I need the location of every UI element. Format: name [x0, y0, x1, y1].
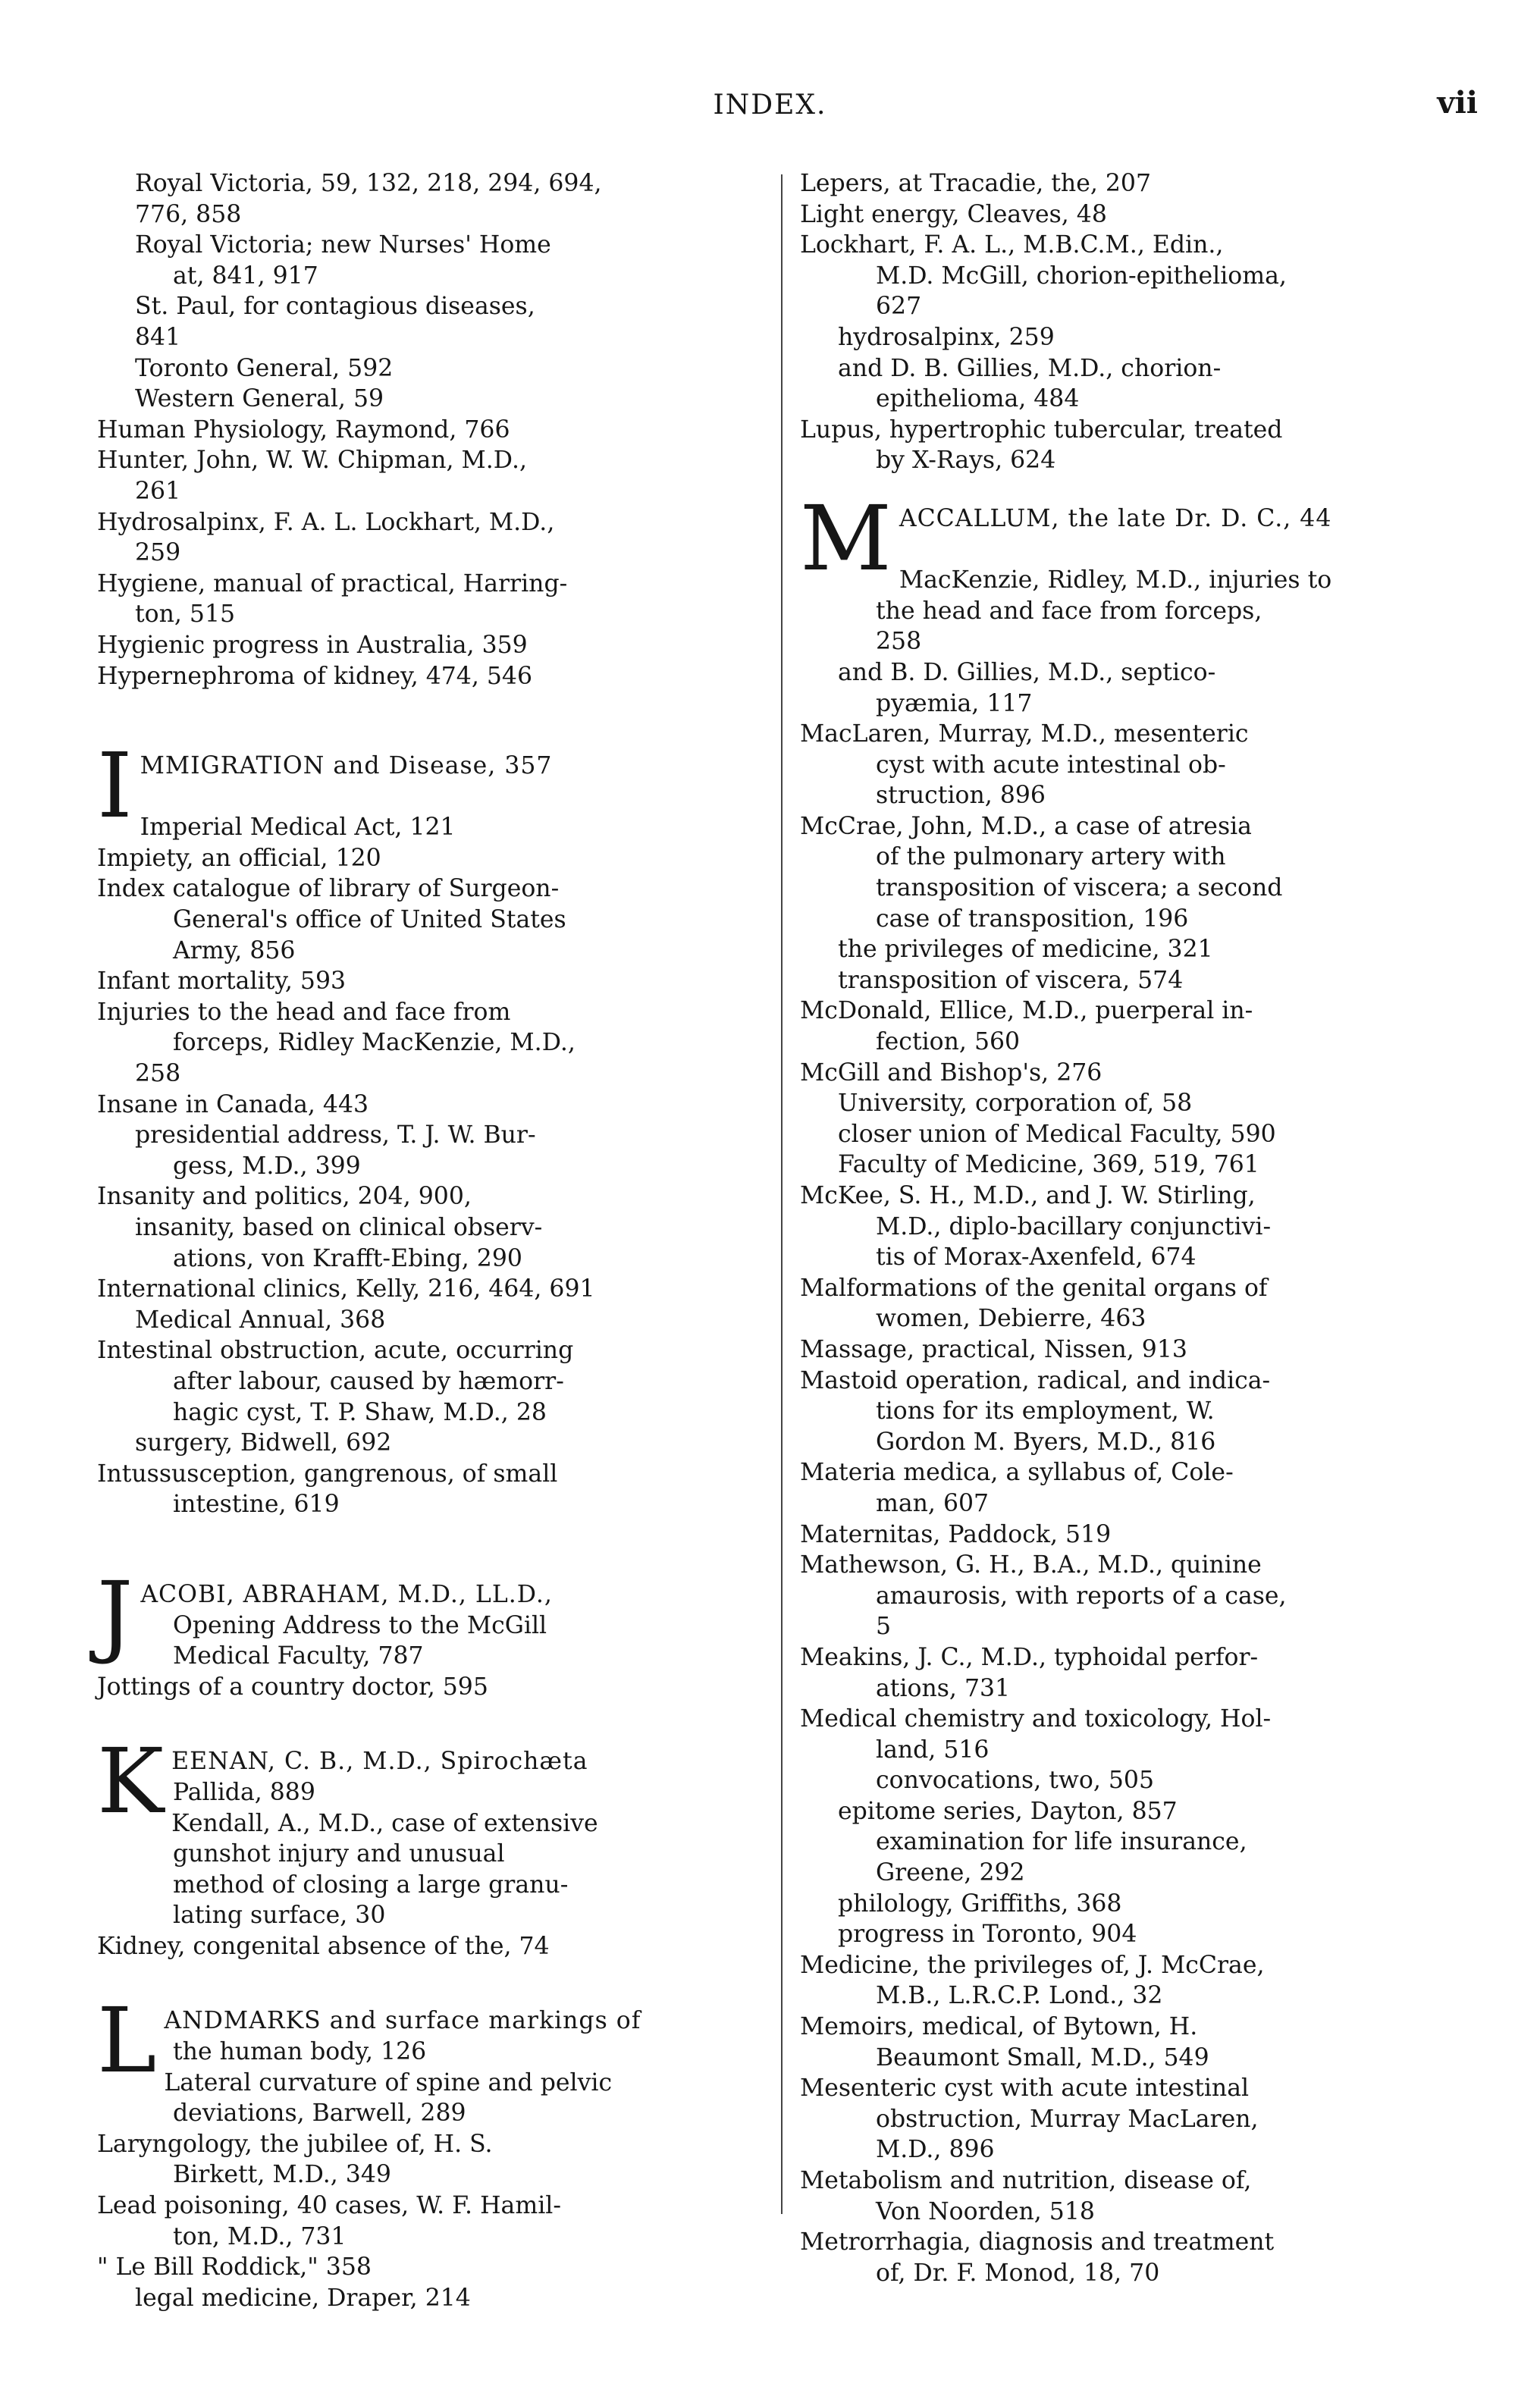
index-entry-line: Infant mortality, 593: [97, 967, 347, 996]
index-entry-line: Medical Annual, 368: [135, 1306, 386, 1334]
index-entry-line: Toronto General, 592: [135, 354, 394, 382]
index-entry-line: Maternitas, Paddock, 519: [800, 1520, 1112, 1548]
index-entry-line: McKee, S. H., M.D., and J. W. Stirling,: [800, 1182, 1256, 1209]
index-entry-line: Hydrosalpinx, F. A. L. Lockhart, M.D.,: [97, 508, 555, 536]
index-entry-line: Kidney, congenital absence of the, 74: [97, 1932, 550, 1960]
index-entry-line: forceps, Ridley MacKenzie, M.D.,: [173, 1029, 576, 1057]
section-gap: [97, 692, 757, 751]
index-entry-line: 261: [135, 477, 181, 505]
index-entry-line: land, 516: [876, 1736, 990, 1764]
index-entry-line: Western General, 59: [135, 385, 384, 413]
index-entry-line: Lockhart, F. A. L., M.B.C.M., Edin.,: [800, 231, 1224, 259]
index-entry-line: Intestinal obstruction, acute, occurring: [97, 1337, 574, 1365]
index-entry-text: ACOBI, ABRAHAM, M.D., LL.D.,: [140, 1580, 553, 1608]
index-entry-line: M.D. McGill, chorion-epithelioma,: [876, 262, 1287, 290]
index-entry-line: surgery, Bidwell, 692: [135, 1429, 392, 1457]
index-entry-line: Insanity and politics, 204, 900,: [97, 1183, 472, 1211]
index-entry-line: 258: [876, 628, 922, 656]
index-entry-line: method of closing a large granu-: [173, 1871, 569, 1899]
index-entry-line: lating surface, 30: [173, 1902, 386, 1930]
index-entry-line: Von Noorden, 518: [876, 2197, 1095, 2225]
index-entry-line: of the pulmonary artery with: [876, 843, 1226, 871]
index-entry-line: Mesenteric cyst with acute intestinal: [800, 2075, 1250, 2103]
index-entry-line: legal medicine, Draper, 214: [135, 2284, 471, 2312]
page-number: vii: [1437, 85, 1478, 121]
section-gap: [97, 1702, 757, 1746]
index-entry-line: International clinics, Kelly, 216, 464, 691: [97, 1275, 595, 1303]
index-entry-line: Malformations of the genital organs of: [800, 1274, 1268, 1302]
section-gap: [800, 476, 1460, 503]
index-entry-line: and D. B. Gillies, M.D., chorion-: [838, 354, 1222, 382]
index-entry-line: Materia medica, a syllabus of, Cole-: [800, 1459, 1234, 1487]
index-entry-line: gunshot injury and unusual: [173, 1840, 505, 1868]
index-entry-line: Massage, practical, Nissen, 913: [800, 1335, 1187, 1363]
index-entry-line: and B. D. Gillies, M.D., septico-: [838, 658, 1216, 686]
index-entry-line: Faculty of Medicine, 369, 519, 761: [838, 1151, 1259, 1179]
column-divider: [781, 174, 783, 2214]
index-entry-line: the head and face from forceps,: [876, 597, 1262, 625]
index-entry-line: Royal Victoria, 59, 132, 218, 294, 694,: [135, 170, 602, 197]
index-entry-line: Lepers, at Tracadie, the, 207: [800, 170, 1151, 197]
index-entry-line: philology, Griffiths, 368: [838, 1890, 1122, 1918]
section-gap: [97, 1962, 757, 2006]
index-entry-line: McDonald, Ellice, M.D., puerperal in-: [800, 997, 1253, 1025]
index-entry-line: case of transposition, 196: [876, 905, 1189, 933]
index-entry-line: presidential address, T. J. W. Bur-: [135, 1121, 536, 1149]
drop-capital: J: [97, 1561, 133, 1667]
index-entry-line: epitome series, Dayton, 857: [838, 1797, 1178, 1825]
index-entry-line: M.D., 896: [876, 2136, 995, 2164]
index-entry-line: Injuries to the head and face from: [97, 998, 511, 1026]
index-entry-line: [800, 535, 1460, 566]
index-entry-line: " Le Bill Roddick," 358: [97, 2253, 372, 2282]
index-entry-line: Mastoid operation, radical, and indica-: [800, 1366, 1271, 1394]
index-entry-line: Jottings of a country doctor, 595: [97, 1673, 488, 1701]
index-entry-line: man, 607: [876, 1489, 990, 1517]
page-title: INDEX.: [713, 89, 827, 121]
index-column-left: [97, 168, 757, 2313]
index-entry-line: Mathewson, G. H., B.A., M.D., quinine: [800, 1551, 1262, 1579]
index-entry-line: McGill and Bishop's, 276: [800, 1058, 1102, 1087]
index-entry-line: the privileges of medicine, 321: [838, 936, 1213, 964]
index-entry-line: University, corporation of, 58: [838, 1090, 1193, 1118]
index-entry-line: progress in Toronto, 904: [838, 1921, 1137, 1949]
index-entry-line: Metabolism and nutrition, disease of,: [800, 2167, 1252, 2194]
index-entry-line: Lateral curvature of spine and pelvic: [164, 2068, 613, 2096]
index-entry-text: MMIGRATION and Disease, 357: [140, 752, 553, 780]
index-entry-line: Beaumont Small, M.D., 549: [876, 2043, 1209, 2071]
index-entry-line: [97, 782, 757, 813]
index-entry-line: gess, M.D., 399: [173, 1152, 361, 1180]
index-entry-line: Birkett, M.D., 349: [173, 2161, 391, 2189]
index-entry-line: MacKenzie, Ridley, M.D., injuries to: [899, 566, 1332, 594]
index-entry-line: tions for its employment, W.: [876, 1397, 1215, 1425]
index-entry-line: Intussusception, gangrenous, of small: [97, 1460, 558, 1488]
index-entry-line: cyst with acute intestinal ob-: [876, 751, 1226, 779]
index-entry-line: Index catalogue of library of Surgeon-: [97, 875, 560, 903]
index-entry-line: insanity, based on clinical observ-: [135, 1214, 543, 1241]
index-entry-text: EENAN, C. B., M.D., Spirochæta: [171, 1748, 588, 1776]
index-entry-text: ANDMARKS and surface markings of: [164, 2007, 641, 2035]
index-entry-line: pyæmia, 117: [876, 689, 1033, 717]
index-entry-line: Medical chemistry and toxicology, Hol-: [800, 1705, 1272, 1733]
index-entry-line: Imperial Medical Act, 121: [140, 814, 456, 842]
page-header: [0, 85, 1540, 135]
section-gap: [97, 1520, 757, 1579]
index-entry-line: Lead poisoning, 40 cases, W. F. Hamil-: [97, 2192, 561, 2220]
index-entry-line: tis of Morax-Axenfeld, 674: [876, 1243, 1197, 1272]
index-entry-line: M.B., L.R.C.P. Lond., 32: [876, 1982, 1163, 2010]
index-entry-line: Hypernephroma of kidney, 474, 546: [97, 662, 532, 690]
index-entry-line: Meakins, J. C., M.D., typhoidal perfor-: [800, 1643, 1259, 1671]
index-entry-line: Metrorrhagia, diagnosis and treatment: [800, 2228, 1275, 2256]
index-entry-line: by X-Rays, 624: [876, 447, 1056, 475]
index-entry-line: Greene, 292: [876, 1859, 1025, 1887]
index-entry-line: hydrosalpinx, 259: [838, 323, 1055, 351]
index-entry-line: Hygienic progress in Australia, 359: [97, 631, 528, 659]
index-entry-line: hagic cyst, T. P. Shaw, M.D., 28: [173, 1398, 547, 1426]
index-entry-line: Human Physiology, Raymond, 766: [97, 416, 510, 444]
index-entry-line: of, Dr. F. Monod, 18, 70: [876, 2259, 1160, 2287]
index-entry-line: ton, 515: [135, 601, 236, 629]
index-entry-line: Impiety, an official, 120: [97, 844, 381, 872]
index-entry-text: ACCALLUM, the late Dr. D. C., 44: [899, 504, 1332, 532]
index-column-right: [800, 168, 1460, 2288]
index-entry-line: 5: [876, 1613, 892, 1641]
index-entry-line: 776, 858: [135, 200, 242, 228]
index-entry-line: struction, 896: [876, 782, 1046, 810]
index-entry-line: Memoirs, medical, of Bytown, H.: [800, 2013, 1198, 2041]
index-entry-line: the human body, 126: [173, 2038, 427, 2066]
index-entry-line: Hygiene, manual of practical, Harring-: [97, 569, 568, 597]
index-entry-line: Insane in Canada, 443: [97, 1090, 369, 1118]
index-entry-line: fection, 560: [876, 1028, 1021, 1056]
index-entry-line: 259: [135, 539, 181, 567]
index-entry-line: Kendall, A., M.D., case of extensive: [171, 1809, 598, 1837]
index-entry-line: Lupus, hypertrophic tubercular, treated: [800, 416, 1283, 444]
index-entry-line: 627: [876, 293, 922, 321]
index-entry-line: deviations, Barwell, 289: [173, 2100, 466, 2128]
index-entry-line: Army, 856: [173, 936, 296, 964]
index-entry-line: Royal Victoria; new Nurses' Home: [135, 231, 551, 259]
index-entry-line: ations, 731: [876, 1674, 1011, 1702]
drop-capital: L: [97, 1988, 157, 2093]
index-entry-line: Light energy, Cleaves, 48: [800, 200, 1107, 228]
index-entry-line: at, 841, 917: [173, 262, 318, 290]
index-entry-line: transposition of viscera; a second: [876, 874, 1283, 902]
index-entry-line: Opening Address to the McGill: [173, 1611, 547, 1639]
index-entry-line: 258: [135, 1060, 181, 1088]
index-entry-line: ton, M.D., 731: [173, 2222, 347, 2250]
index-entry-line: Gordon M. Byers, M.D., 816: [876, 1428, 1216, 1456]
drop-capital: K: [97, 1729, 165, 1834]
drop-capital: I: [97, 733, 133, 839]
index-entry-line: Laryngology, the jubilee of, H. S.: [97, 2130, 493, 2158]
index-entry-line: MacLaren, Murray, M.D., mesenteric: [800, 720, 1249, 748]
index-entry-line: amaurosis, with reports of a case,: [876, 1582, 1287, 1610]
index-entry-line: examination for life insurance,: [876, 1828, 1247, 1856]
index-entry-line: Hunter, John, W. W. Chipman, M.D.,: [97, 447, 527, 475]
index-entry-line: St. Paul, for contagious diseases,: [135, 293, 535, 321]
drop-capital: M: [800, 485, 892, 591]
index-entry-line: women, Debierre, 463: [876, 1305, 1146, 1333]
index-entry-line: McCrae, John, M.D., a case of atresia: [800, 812, 1252, 840]
index-entry-line: transposition of viscera, 574: [838, 966, 1184, 994]
index-entry-line: Medicine, the privileges of, J. McCrae,: [800, 1951, 1265, 1979]
index-entry-line: after labour, caused by hæmorr-: [173, 1367, 564, 1395]
index-entry-line: General's office of United States: [173, 906, 566, 934]
index-entry-line: Pallida, 889: [173, 1778, 315, 1806]
index-entry-line: ations, von Krafft-Ebing, 290: [173, 1244, 522, 1272]
index-entry-line: Medical Faculty, 787: [173, 1642, 424, 1670]
index-entry-line: intestine, 619: [173, 1491, 340, 1519]
index-entry-line: obstruction, Murray MacLaren,: [876, 2105, 1259, 2133]
index-entry-line: epithelioma, 484: [876, 385, 1080, 413]
index-entry-line: convocations, two, 505: [876, 1767, 1154, 1795]
index-entry-line: closer union of Medical Faculty, 590: [838, 1120, 1276, 1148]
index-entry-line: M.D., diplo-bacillary conjunctivi-: [876, 1212, 1272, 1240]
index-entry-line: 841: [135, 323, 181, 351]
